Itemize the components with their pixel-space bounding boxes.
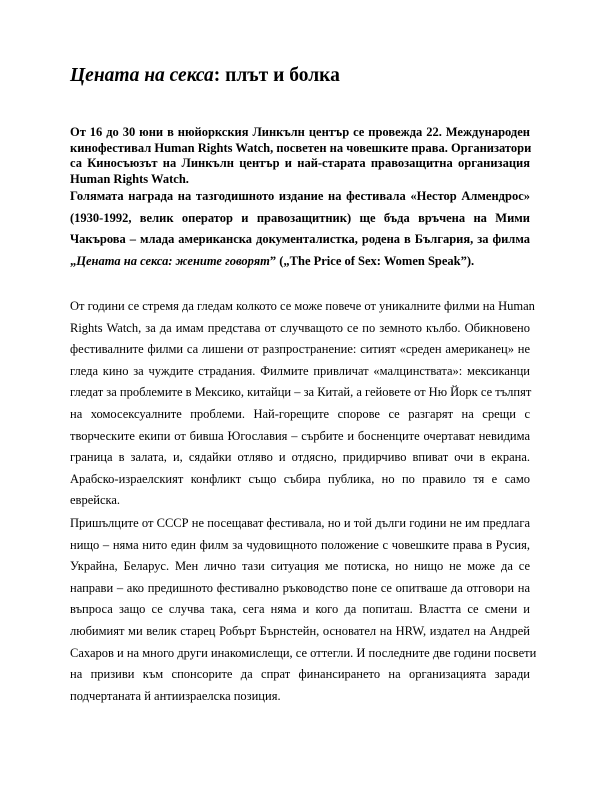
prize-quote-open: „ [70, 253, 77, 268]
body-line: творческите екипи от бивша Югославия – сърбите и босненците очертават невидима [70, 428, 530, 443]
body-line: на хомосексуалните проблеми. Най-горещите спорове се разгарят на срещи с [70, 406, 530, 421]
body-line: Rights Watch, за да имам представа от случващото се по земното кълбо. Обикновено [70, 320, 530, 335]
prize-film-english: ” („The Price of Sex: Women Speak”). [269, 253, 475, 268]
prize-paragraph [70, 186, 530, 272]
body-line: гледа кино за чуждите страдания. Филмите привличат «малцинствата»: мексиканци [70, 363, 530, 378]
article-title [70, 64, 340, 88]
body-line: фестивалните филми са лишени от разпространение: ситият «среден американец» не [70, 342, 530, 357]
lead-line: От 16 до 30 юни в нюйоркския Линкълн център се провежда 22. Международен [70, 125, 530, 139]
body-line: нищо – няма нито един филм за чудовищното положение с човешките права в Русия, [70, 537, 530, 552]
body-line: направи – ако предишното фестивално ръководство поне се опитваше да отговори на [70, 580, 530, 595]
body-paragraph-2 [70, 513, 537, 707]
lead-paragraph [70, 125, 530, 187]
prize-film-title: Цената на секса: жените говорят [76, 253, 270, 268]
body-paragraph-1 [70, 296, 535, 512]
article-title-rest: : плът и болка [213, 65, 340, 86]
body-line: въпроса защо се случва така, сега няма и кого да попиташ. Властта се смени и [70, 602, 530, 617]
body-line: на призиви към спонсорите да спрат финансирането на организацията заради [70, 667, 530, 682]
body-line: граница в залата, и, сядайки отляво и отдясно, придирчиво впиват очи в екрана. [70, 450, 530, 465]
body-line: любимият ми велик старец Робърт Бърнстейн, основател на HRW, издател на Андрей [70, 623, 530, 638]
prize-line: (1930-1992, велик оператор и правозащитник) ще бъда връчена на Мими [70, 210, 530, 225]
body-line: Сахаров и на много други инакомислещи, се оттегли. И последните две години посвети [70, 645, 537, 660]
body-line: От години се стремя да гледам колкото се може повече от уникалните филми на Human [70, 299, 535, 313]
body-line: Пришълците от СССР не посещават фестивала, но и той дълги години не им предлага [70, 516, 530, 530]
prize-line: Чакърова – млада американска документалистка, родена в България, за филма [70, 232, 530, 247]
lead-line: са Киносъюзът на Линкълн център и най-старата правозащитна организация [70, 156, 530, 171]
body-line: Украйна, Беларус. Мен лично тази ситуация ме потиска, но нищо не може да се [70, 559, 530, 574]
lead-line: кинофестивал Human Rights Watch, посветен на човешките права. Организатори [70, 140, 532, 155]
prize-line: Голямата награда на тазгодишното издание на фестивала «Нестор Алмендрос» [70, 189, 530, 203]
body-line: гледат за проблемите в Мексико, китайци – за Китай, а гейовете от Ню Йорк се тълпят [70, 385, 532, 400]
prize-line-film [70, 251, 530, 273]
article-title-italic: Цената на секса [70, 65, 214, 86]
lead-line: Human Rights Watch. [70, 171, 189, 186]
body-line: подчертаната й антиизраелска позиция. [70, 688, 281, 703]
body-line: Арабско-израелският конфликт също събира публика, но по правило тя е само [70, 471, 530, 486]
body-line: еврейска. [70, 493, 121, 508]
